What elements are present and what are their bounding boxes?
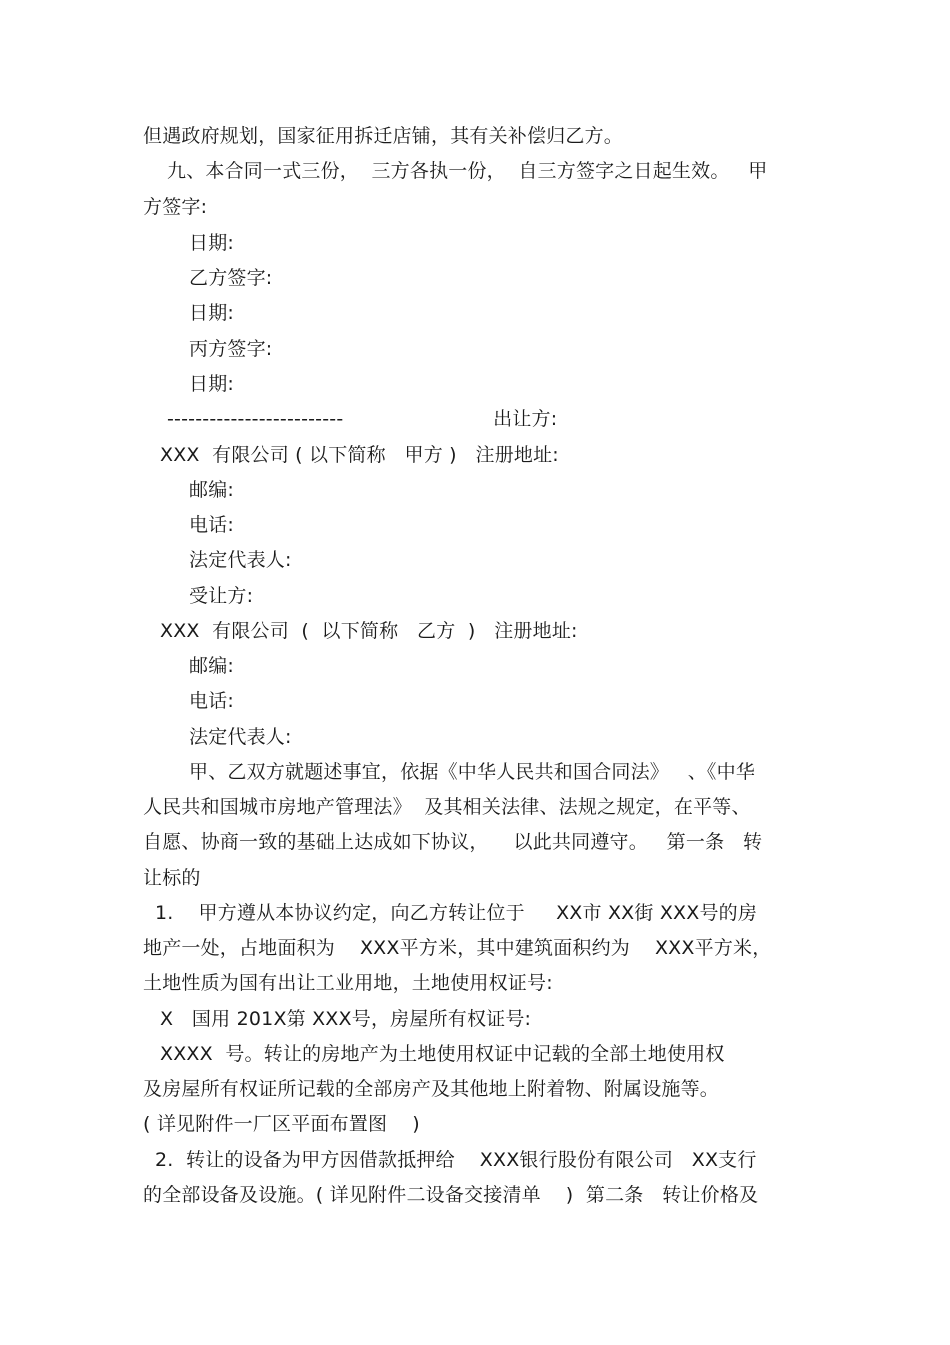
text-line: ( 详见附件一厂区平面布置图 ) bbox=[143, 1113, 420, 1135]
text-line: 丙方签字: bbox=[189, 338, 273, 360]
text-line: 邮编: bbox=[189, 655, 235, 677]
text-line: 电话: bbox=[189, 690, 235, 712]
text-line: 乙方签字: bbox=[189, 267, 273, 289]
text-line: 日期: bbox=[189, 302, 235, 324]
text-line: 让标的 bbox=[143, 867, 201, 889]
text-line: 法定代表人: bbox=[189, 549, 292, 571]
text-line: 2. 转让的设备为甲方因借款抵押给 XXX银行股份有限公司 XX支行 bbox=[155, 1149, 757, 1171]
text-line: 九、本合同一式三份， 三方各执一份， 自三方签字之日起生效。 甲 bbox=[167, 160, 768, 182]
text-line: ------------------------- 出让方: bbox=[167, 408, 558, 430]
text-line: 1. 甲方遵从本协议约定，向乙方转让位于 XX市 XX街 XXX号的房 bbox=[155, 902, 758, 924]
text-line: 土地性质为国有出让工业用地，土地使用权证号: bbox=[143, 972, 553, 994]
text-line: 甲、乙双方就题述事宜，依据《中华人民共和国合同法》 、《中华 bbox=[189, 761, 756, 783]
text-line: 日期: bbox=[189, 373, 235, 395]
text-line: 邮编: bbox=[189, 479, 235, 501]
text-line: 及房屋所有权证所记载的全部房产及其他地上附着物、附属设施等。 bbox=[143, 1078, 720, 1100]
text-line: 但遇政府规划，国家征用拆迁店铺，其有关补偿归乙方。 bbox=[143, 125, 624, 147]
text-line: 地产一处，占地面积为 XXX平方米，其中建筑面积约为 XXX平方米， bbox=[143, 937, 772, 959]
text-line: 的全部设备及设施。( 详见附件二设备交接清单 ) 第二条 转让价格及 bbox=[143, 1184, 759, 1206]
text-line: X 国用 201X第 XXX号，房屋所有权证号: bbox=[160, 1008, 532, 1030]
text-line: XXX 有限公司 ( 以下简称 甲方 ) 注册地址: bbox=[160, 444, 559, 466]
text-line: 法定代表人: bbox=[189, 726, 292, 748]
text-line: 方签字: bbox=[143, 196, 208, 218]
text-line: 电话: bbox=[189, 514, 235, 536]
text-line: 日期: bbox=[189, 232, 235, 254]
text-line: XXXX 号。转让的房地产为土地使用权证中记载的全部土地使用权 bbox=[160, 1043, 725, 1065]
text-line: XXX 有限公司 ( 以下简称 乙方 ) 注册地址: bbox=[160, 620, 578, 642]
text-line: 自愿、协商一致的基础上达成如下协议， 以此共同遵守。 第一条 转 bbox=[143, 831, 763, 853]
text-line: 受让方: bbox=[189, 585, 254, 607]
text-line: 人民共和国城市房地产管理法》 及其相关法律、法规之规定，在平等、 bbox=[143, 796, 751, 818]
